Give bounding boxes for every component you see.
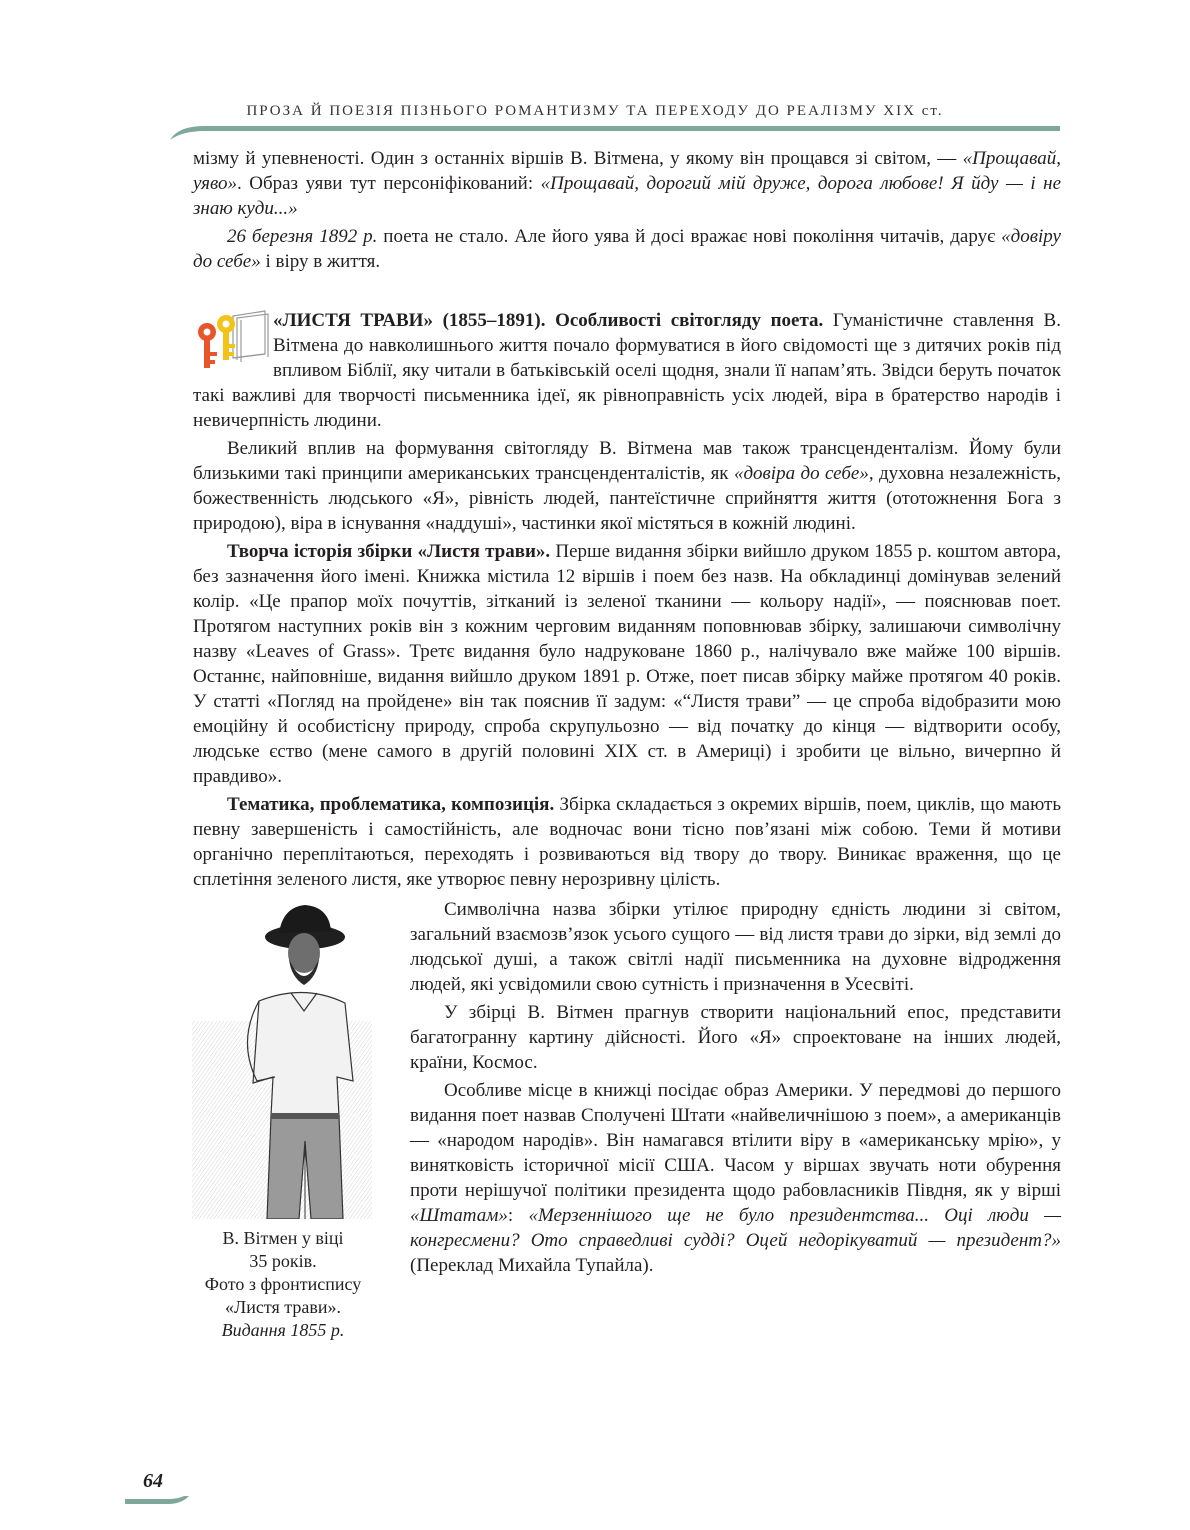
intro-paragraph-2: 26 березня 1892 р. поета не стало. Але його уява й досі вражає нові покоління читачів, дарує «довіру до себе» і віру в життя. bbox=[193, 226, 1061, 272]
header-rule bbox=[0, 0, 1190, 150]
figure-caption: В. Вітмен у віці 35 років. Фото з фронтиспису «Листя трави». Видання 1855 р. bbox=[204, 1228, 362, 1340]
footer-rule bbox=[0, 1496, 200, 1526]
section-leaves-of-grass bbox=[193, 308, 1061, 892]
section-heading: «ЛИСТЯ ТРАВИ» (1855–1891). Особливості світогляду поета. bbox=[273, 310, 824, 331]
section-paragraph-1: «ЛИСТЯ ТРАВИ» (1855–1891). Особливості світогляду поета. Гуманістичне ставлення В. Вітмена до навколишнього життя почало формуватися в його свідомості ще з дитячих років під впливом Біблії, яку читали в батьківській оселі щодня, знали її напам’ять. Звідси беруть початок такі важливі для творчості письменника ідеї, як рівноправність усіх людей, віра в братерство народів і невичерпність людини. bbox=[193, 310, 1061, 431]
page-number: 64 bbox=[143, 1470, 163, 1492]
section-paragraph-2: Великий вплив на формування світогляду В. Вітмена мав також трансценденталізм. Йому були близькими такі принципи американських трансценденталістів, як «довіра до себе», духовна незалежність, божественність людського «Я», рівність людей, пантеїстичне сприйняття життя (ототожнення Бога з природою), віра в існування «наддуші», частинки якої містяться в кожній людині. bbox=[193, 438, 1061, 534]
subheading-themes: Тематика, проблематика, композиція. bbox=[227, 794, 555, 815]
right-paragraph-2: У збірці В. Вітмен прагнув створити національний епос, представити багатогранну картину дійсності. Його «Я» спроектоване на інших людей, країни, Космос. bbox=[410, 1002, 1061, 1073]
lower-section bbox=[193, 897, 1061, 1340]
right-paragraph-3: Особливе місце в книжці посідає образ Америки. У передмові до першого видання поет назвав Сполучені Штати «найвеличнішою з поем», а американців — «народом народів». Він намагався втілити віру в «американську мрію», у винятковість історичної місії США. Часом у віршах звучать ноти обурення проти нерішучої політики президента щодо рабовласників Півдня, як у вірші «Штатам»: «Мерзеннішого ще не було президентства... Оці люди — конгресмени? Ото справедливі судді? Оцей недорікуватий — президент?» (Переклад Михайла Тупайла). bbox=[410, 1080, 1061, 1276]
figure bbox=[187, 901, 379, 1342]
right-column bbox=[410, 897, 1061, 1278]
running-title: ПРОЗА Й ПОЕЗІЯ ПІЗНЬОГО РОМАНТИЗМУ ТА ПЕРЕХОДУ ДО РЕАЛІЗМУ XIX ст. bbox=[246, 103, 944, 119]
right-paragraph-1: Символічна назва збірки утілює природну єдність людини зі світом, загальний взаємозв’язок усього сущого — від листя трави до зірки, від землі до людської душі, а також світлі надії письменника на духовне відродження людей, які усвідомили свою сутність і призначення в Усесвіті. bbox=[410, 899, 1061, 995]
section-paragraph-3: Творча історія збірки «Листя трави». Перше видання збірки вийшло друком 1855 р. коштом автора, без зазначення його імені. Книжка містила 12 віршів і поем без назв. На обкладинці домінував зелений колір. «Це прапор моїх почуттів, зітканий із зеленої тканини — кольору надії», — пояснював поет. Протягом наступних років він з кожним черговим виданням поповнював збірку, залишаючи символічну назву «Leaves of Grass». Третє видання було надруковане 1860 р., налічувало вже майже 100 віршів. Останнє, найповніше, видання вийшло друком 1891 р. Отже, поет писав збірку майже протягом 40 років. У статті «Погляд на пройдене» він так пояснив її задум: «“Листя трави” — це спроба відобразити мою емоційну й особистісну природу, спроба скрупульозно — від початку до кінця — відтворити особу, людське єство (мене самого в другій половині XIX ст. в Америці) і зробити це вільно, вичерпно й правдиво». bbox=[193, 541, 1061, 787]
subheading-creative-history: Творча історія збірки «Листя трави». bbox=[227, 541, 551, 562]
page-body bbox=[193, 146, 1061, 1340]
keys-book-icon bbox=[193, 308, 273, 382]
intro-paragraph-1: мізму й упевненості. Один з останніх віршів В. Вітмена, у якому він прощався зі світом, — «Прощавай, уяво». Образ уяви тут персоніфікований: «Прощавай, дорогий мій друже, дорога любове! Я йду — і не знаю куди...» bbox=[193, 148, 1061, 219]
section-paragraph-4: Тематика, проблематика, композиція. Збірка складається з окремих віршів, поем, циклів, що мають певну завершеність і самостійність, але водночас вони тісно пов’язані між собою. Теми й мотиви органічно переплітаються, переходять і розвиваються від твору до твору. Виникає враження, що це сплетіння зеленого листя, яке утворює певну нерозривну цілість. bbox=[193, 794, 1061, 890]
whitman-portrait-image bbox=[187, 901, 379, 1219]
